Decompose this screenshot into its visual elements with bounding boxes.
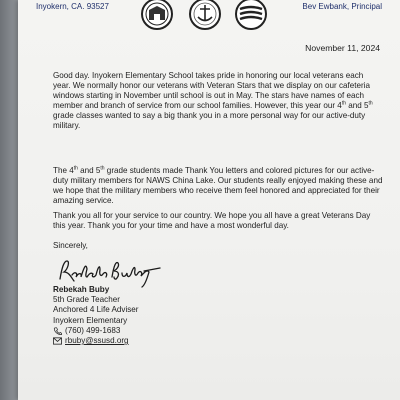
signer-role: Anchored 4 Life Adviser	[53, 305, 139, 315]
ordinal-suffix: th	[368, 100, 373, 107]
handwritten-signature	[56, 255, 166, 289]
paragraph-2-text-c: grade students made Thank You letters and colored pictures for our active-duty military members for NAWS China Lake. Our students really enjoyed making these and we hope that the military members who receive them feel honored and appreciated for their amazing service.	[53, 166, 383, 205]
signer-phone: (760) 499-1683	[65, 325, 121, 335]
paragraph-1	[53, 71, 383, 131]
envelope-icon	[53, 337, 62, 345]
paragraph-2	[53, 166, 383, 206]
phone-icon	[53, 327, 62, 335]
signature-block	[53, 285, 139, 346]
ordinal-suffix: th	[73, 165, 78, 172]
signer-title: 5th Grade Teacher	[53, 295, 120, 305]
signer-email-link[interactable]: rbuby@ssusd.org	[65, 336, 129, 346]
email-row	[53, 336, 139, 346]
paragraph-1-text-c: grade classes wanted to say a big thank you in a more personal way for our active-duty military.	[53, 111, 366, 130]
flag-seal-icon	[234, 0, 268, 34]
ordinal-suffix: th	[341, 100, 346, 107]
phone-row	[53, 326, 139, 336]
ordinal-suffix: th	[100, 165, 105, 172]
anchored-4-life-seal-icon	[188, 0, 222, 34]
school-seal-icon	[140, 0, 174, 34]
paragraph-1-text-b: and 5	[345, 101, 369, 110]
paragraph-3: Thank you all for your service to our country. We hope you all have a great Veterans Day this year. Thank you for your time and have a most wonderful day.	[53, 211, 371, 230]
letterhead-principal: Bev Ewbank, Principal	[302, 2, 382, 11]
closing: Sincerely,	[53, 241, 88, 250]
letter-date: November 11, 2024	[305, 43, 380, 53]
paragraph-2-text-b: and 5	[77, 166, 101, 175]
signer-school: Inyokern Elementary	[53, 315, 128, 325]
paragraph-1-text-a: Good day. Inyokern Elementary School takes pride in honoring our local veterans each year. We normally honor our veterans with Veteran Stars that we display on our cafeteria windows starting in November until school is out in May. The stars have names of each member and branch of service from our school families. However, this year our 4	[53, 71, 371, 110]
paragraph-2-text-a: The 4	[53, 166, 74, 175]
letter-page	[18, 0, 400, 400]
signer-name: Rebekah Buby	[53, 285, 110, 294]
letterhead-address: Inyokern, CA. 93527	[36, 2, 109, 11]
